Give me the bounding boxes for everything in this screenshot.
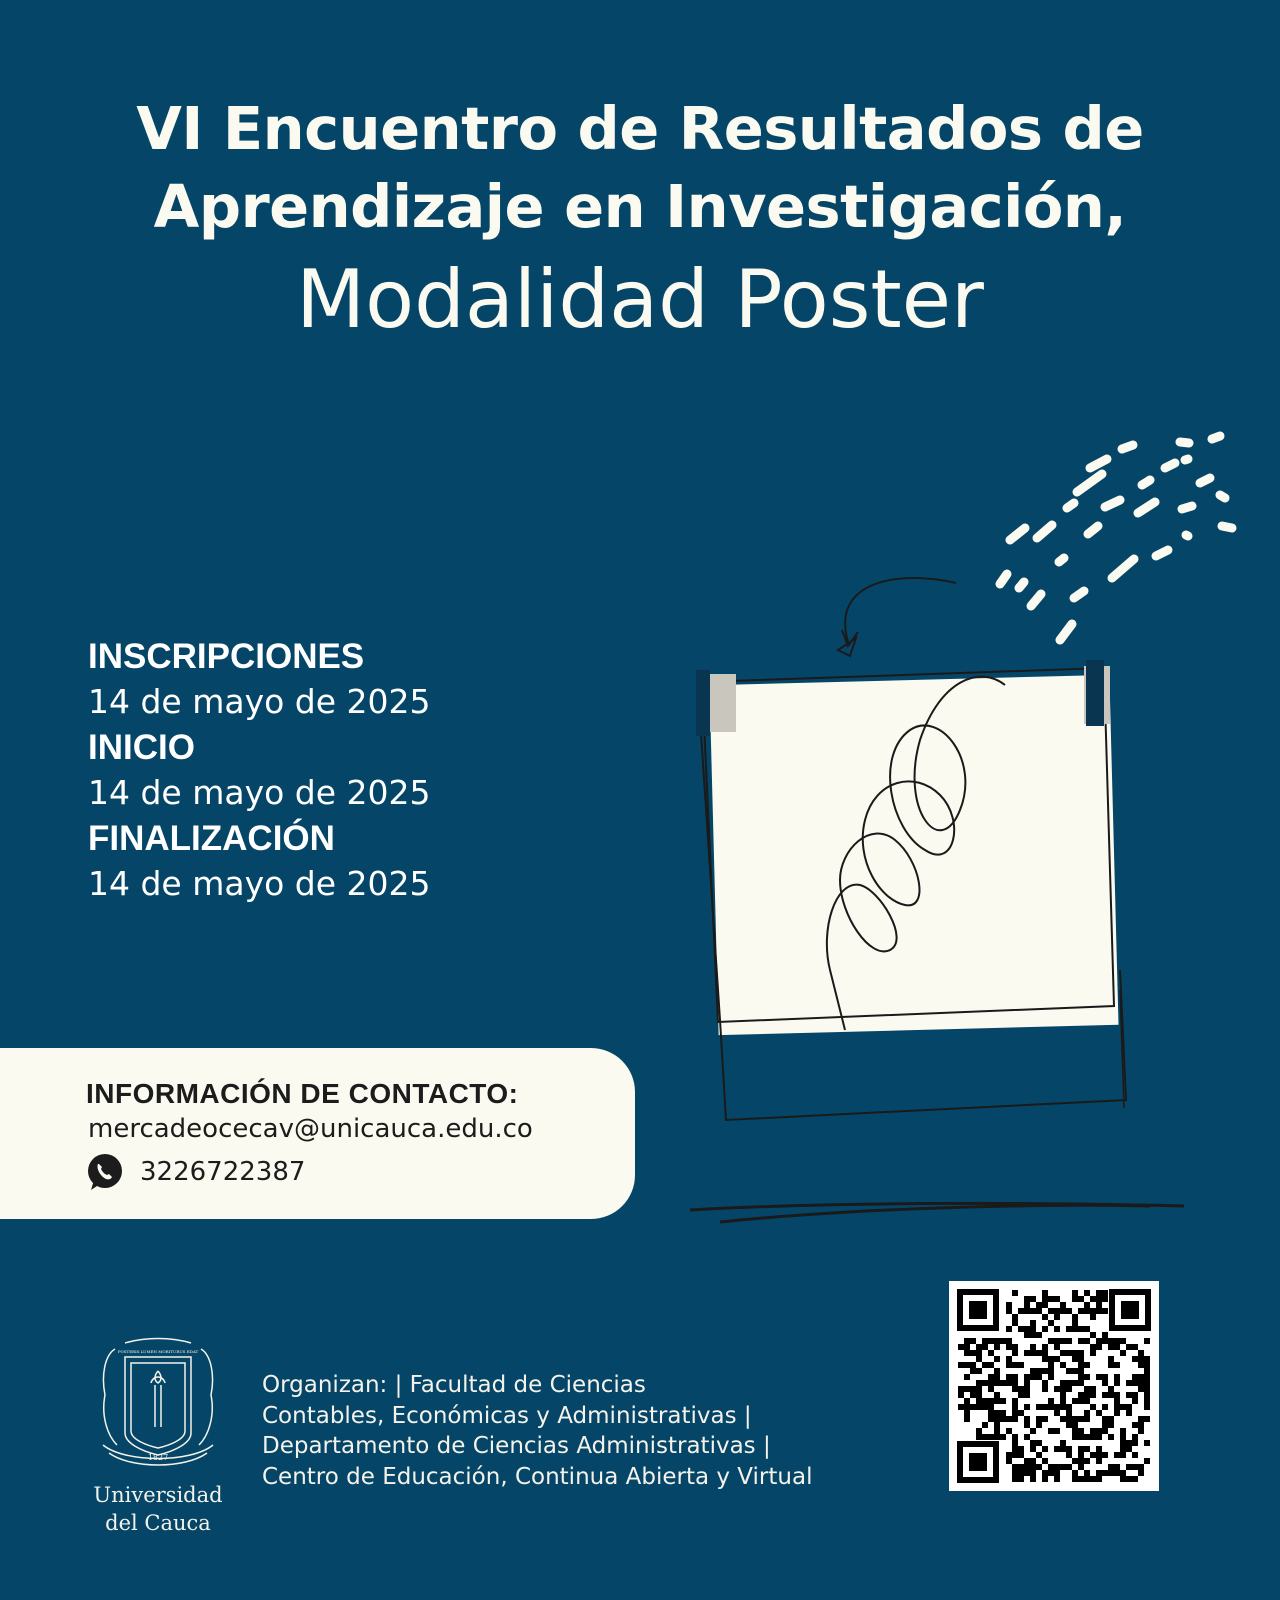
board-illustration	[680, 570, 1200, 1250]
contact-phone-row[interactable]	[84, 1152, 305, 1192]
ground-line	[690, 1203, 1184, 1222]
organizers-line-2: Contables, Económicas y Administrativas |	[262, 1402, 752, 1429]
university-seal-icon	[95, 1335, 221, 1475]
seal-year: 1827	[147, 1453, 169, 1462]
arrow-doodle	[838, 578, 956, 656]
organizers-line-4: Centro de Educación, Continua Abierta y Virtual	[262, 1463, 813, 1490]
organizers-line-3: Departamento de Ciencias Administrativas |	[262, 1433, 771, 1459]
whatsapp-icon	[84, 1152, 124, 1192]
dates-section	[88, 634, 431, 907]
date-value-finalizacion: 14 de mayo de 2025	[88, 864, 431, 903]
date-value-inscripciones: 14 de mayo de 2025	[88, 682, 431, 721]
university-logo	[92, 1335, 224, 1535]
university-name-line-2: del Cauca	[105, 1511, 211, 1535]
qr-code-icon	[949, 1281, 1159, 1491]
title-block	[0, 90, 1280, 350]
date-label-finalizacion: FINALIZACIÓN	[88, 819, 335, 858]
university-name-line-1: Universidad	[93, 1483, 223, 1507]
date-label-inscripciones: INSCRIPCIONES	[88, 637, 365, 676]
subtitle: Modalidad Poster	[296, 253, 984, 346]
title-line-2: Aprendizaje en Investigación,	[153, 172, 1127, 241]
date-value-inicio: 14 de mayo de 2025	[88, 773, 431, 812]
contact-phone: 3226722387	[140, 1157, 306, 1187]
date-label-inicio: INICIO	[88, 728, 195, 767]
contact-email[interactable]: mercadeocecav@unicauca.edu.co	[88, 1114, 533, 1144]
seal-motto: POSTERIS LUMEN MORITURUS EDAT	[117, 1349, 199, 1354]
contact-card	[0, 1048, 635, 1219]
qr-code[interactable]	[949, 1281, 1159, 1491]
organizers-line-1: Organizan: | Facultad de Ciencias	[262, 1372, 646, 1398]
contact-heading: INFORMACIÓN DE CONTACTO:	[86, 1078, 519, 1109]
title-line-1: VI Encuentro de Resultados de	[136, 94, 1144, 163]
organizers-text	[262, 1370, 812, 1492]
